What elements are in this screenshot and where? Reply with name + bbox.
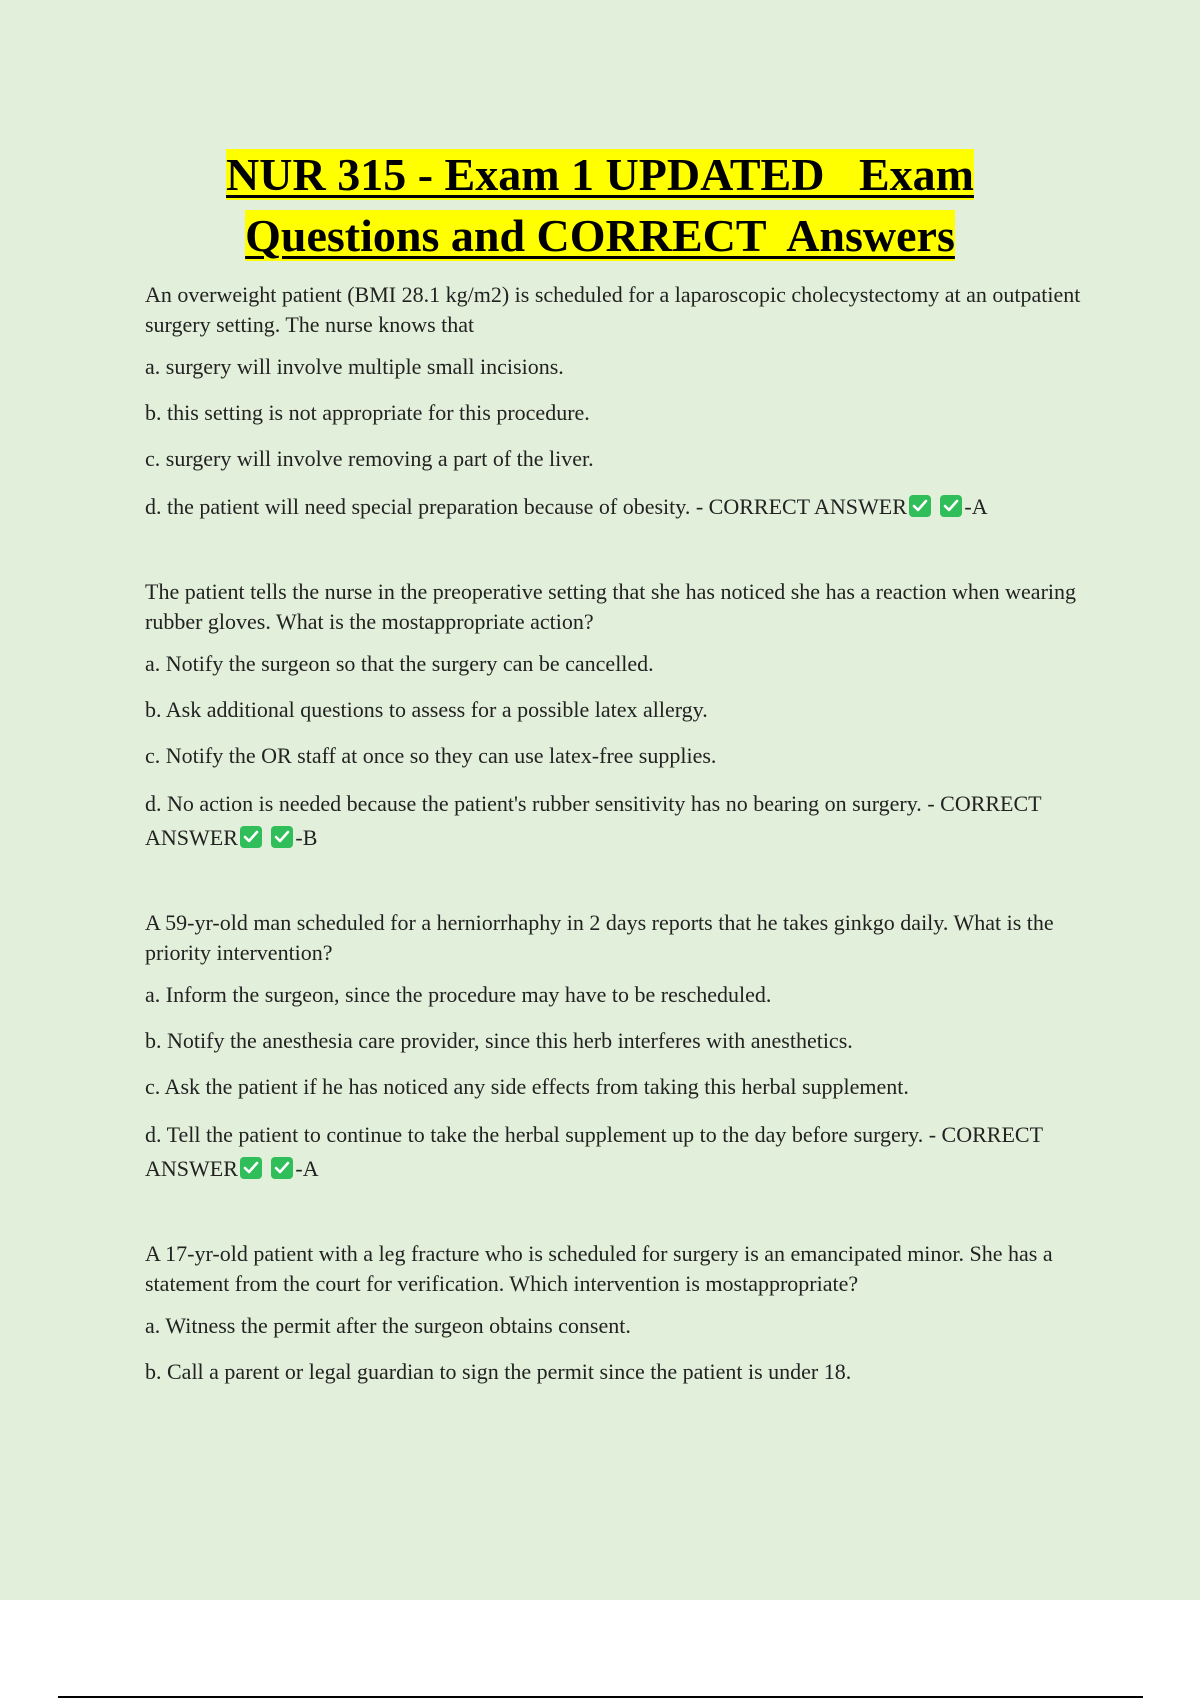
check-box-icon	[240, 826, 262, 848]
option-a: a. Inform the surgeon, since the procedure may have to be rescheduled.	[145, 982, 772, 1007]
question-1	[145, 280, 1085, 524]
correct-answer-label: - CORRECT ANSWER	[145, 1122, 1043, 1181]
option-d-text: d. the patient will need special preparation because of obesity.	[145, 494, 691, 519]
option-d-text: d. Tell the patient to continue to take the herbal supplement up to the day before surgery.	[145, 1122, 924, 1147]
correct-answer-label: - CORRECT ANSWER	[695, 494, 907, 519]
option-a: a. Witness the permit after the surgeon obtains consent.	[145, 1313, 631, 1338]
option-b: b. Call a parent or legal guardian to sign the permit since the patient is under 18.	[145, 1359, 852, 1384]
title-line-2: Questions and CORRECT Answers	[245, 210, 955, 261]
question-3	[145, 908, 1085, 1186]
check-box-icon	[940, 495, 962, 517]
footer-divider	[58, 1696, 1143, 1698]
document-title	[0, 144, 1200, 266]
option-c: c. Ask the patient if he has noticed any side effects from taking this herbal supplement.	[145, 1074, 909, 1099]
check-box-icon	[909, 495, 931, 517]
check-box-icon	[271, 1157, 293, 1179]
option-c: c. Notify the OR staff at once so they can use latex-free supplies.	[145, 743, 717, 768]
correct-answer-value: -A	[964, 494, 988, 519]
question-stem: An overweight patient (BMI 28.1 kg/m2) is scheduled for a laparoscopic cholecystectomy at an outpatient surgery setting. The nurse knows that	[145, 282, 1081, 337]
question-stem: A 17-yr-old patient with a leg fracture who is scheduled for surgery is an emancipated minor. She has a statement from the court for verification. Which intervention is mostappropriate?	[145, 1241, 1053, 1296]
check-box-icon	[240, 1157, 262, 1179]
option-b: b. Ask additional questions to assess for a possible latex allergy.	[145, 697, 708, 722]
option-b: b. this setting is not appropriate for this procedure.	[145, 400, 590, 425]
question-2	[145, 577, 1085, 855]
title-line-1: NUR 315 - Exam 1 UPDATED Exam	[226, 149, 974, 200]
question-4	[145, 1239, 1085, 1387]
option-b: b. Notify the anesthesia care provider, since this herb interferes with anesthetics.	[145, 1028, 853, 1053]
option-d	[145, 1118, 1085, 1186]
question-list	[145, 280, 1085, 1440]
correct-answer-value: -B	[295, 825, 318, 850]
option-a: a. surgery will involve multiple small incisions.	[145, 354, 564, 379]
question-stem: The patient tells the nurse in the preoperative setting that she has noticed she has a reaction when wearing rubber gloves. What is the mostappropriate action?	[145, 579, 1077, 634]
option-d	[145, 787, 1085, 855]
correct-answer-label: - CORRECT ANSWER	[145, 791, 1042, 850]
check-box-icon	[271, 826, 293, 848]
option-c: c. surgery will involve removing a part of the liver.	[145, 446, 594, 471]
option-d-text: d. No action is needed because the patient's rubber sensitivity has no bearing on surgery.	[145, 791, 922, 816]
option-a: a. Notify the surgeon so that the surgery can be cancelled.	[145, 651, 654, 676]
correct-answer-value: -A	[295, 1156, 319, 1181]
question-stem: A 59-yr-old man scheduled for a herniorrhaphy in 2 days reports that he takes ginkgo daily. What is the priority intervention?	[145, 910, 1054, 965]
option-d	[145, 490, 1085, 524]
